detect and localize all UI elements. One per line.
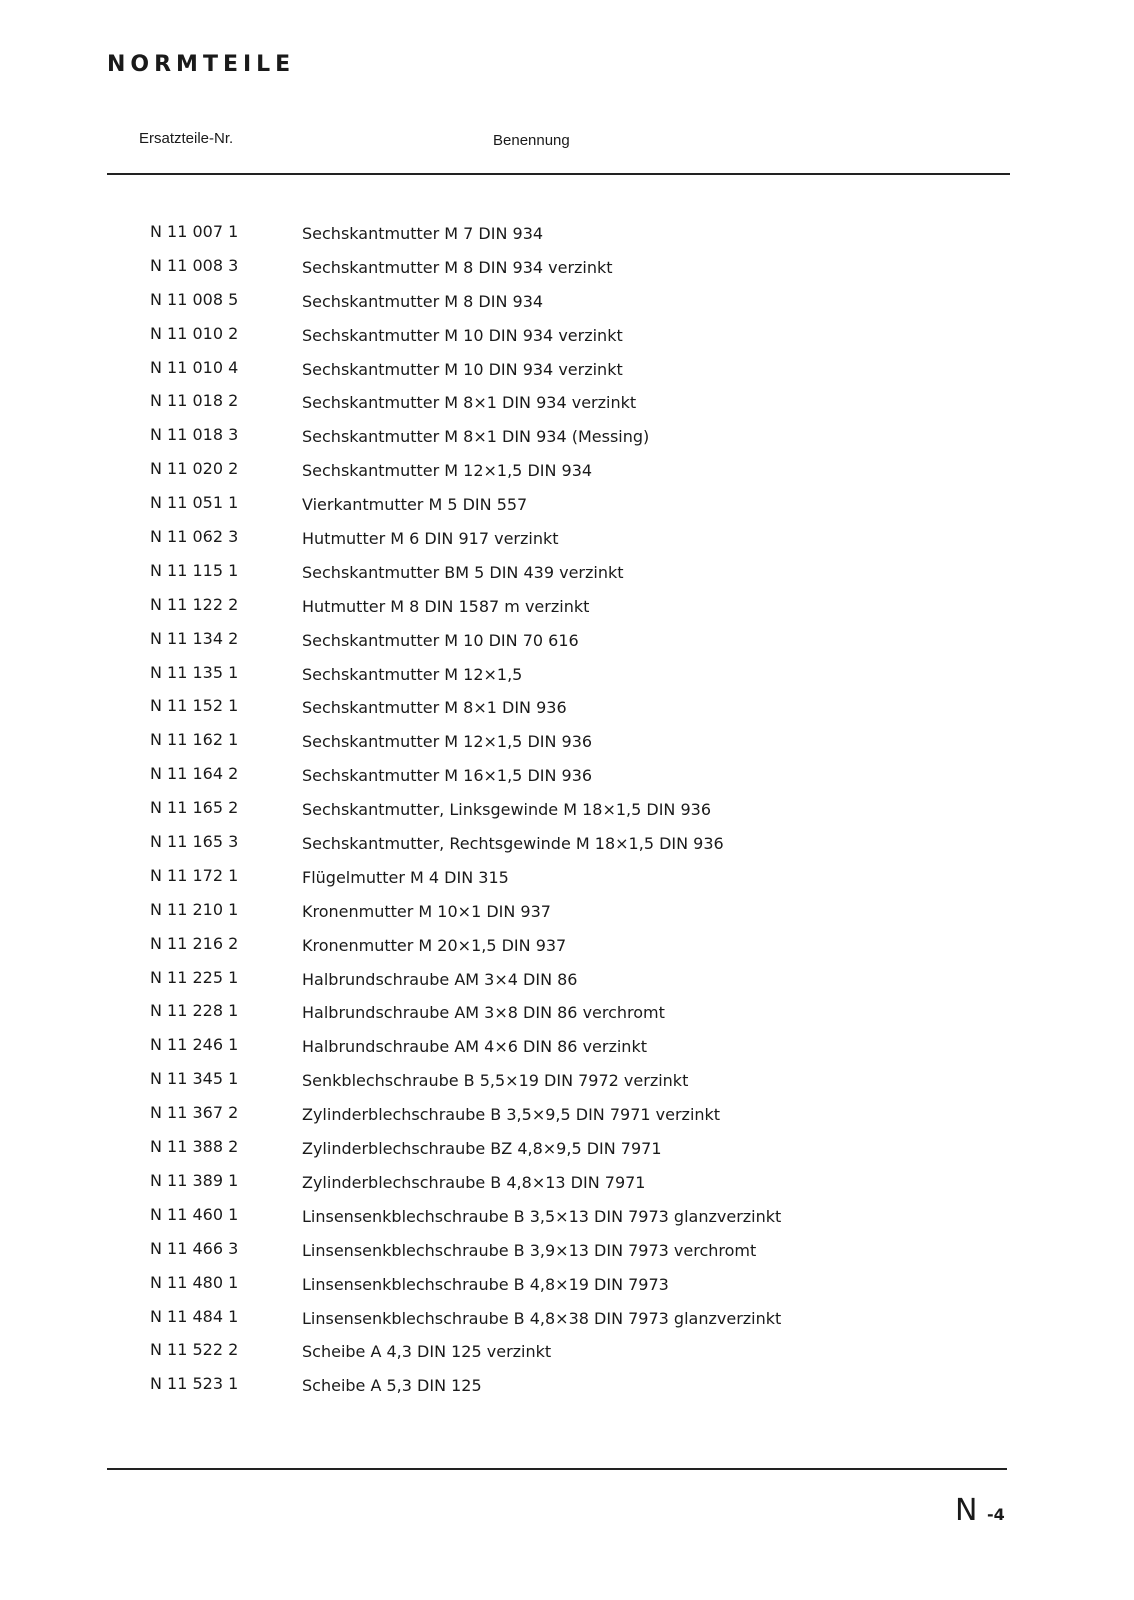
list-item [0,1103,1134,1137]
list-item [0,798,1134,832]
part-number: N 11 367 2 [150,1103,239,1123]
part-number: N 11 010 2 [150,323,239,343]
list-item [0,663,1134,697]
part-description: Sechskantmutter, Linksgewinde M 18×1,5 DIN 936 [302,800,712,820]
footer-divider [107,1468,1007,1470]
part-number: N 11 389 1 [150,1170,239,1190]
part-description: Sechskantmutter M 8 DIN 934 verzinkt [302,257,613,277]
part-description: Kronenmutter M 20×1,5 DIN 937 [302,935,567,955]
part-description: Halbrundschraube AM 3×8 DIN 86 verchromt [302,1003,665,1023]
list-item [0,1171,1134,1205]
list-item [0,968,1134,1002]
part-number: N 11 388 2 [150,1137,239,1157]
part-number: N 11 018 3 [150,425,239,445]
part-description: Linsensenkblechschraube B 3,5×13 DIN 7973 glanzverzinkt [302,1206,782,1226]
part-number: N 11 480 1 [150,1272,239,1292]
part-number: N 11 165 2 [150,798,239,818]
part-description: Hutmutter M 8 DIN 1587 m verzinkt [302,596,590,616]
list-item [0,934,1134,968]
part-number: N 11 164 2 [150,764,239,784]
list-item [0,1374,1134,1408]
list-item [0,527,1134,561]
part-number: N 11 345 1 [150,1069,239,1089]
header-divider [107,173,1010,175]
part-number: N 11 122 2 [150,594,239,614]
part-description: Scheibe A 4,3 DIN 125 verzinkt [302,1342,552,1362]
page-title: NORMTEILE [107,52,296,77]
part-description: Sechskantmutter M 12×1,5 [302,664,523,684]
part-description: Sechskantmutter M 16×1,5 DIN 936 [302,766,593,786]
list-item [0,1239,1134,1273]
column-header-part-number: Ersatzteile-Nr. [139,130,234,147]
list-item [0,764,1134,798]
page-number [955,1493,1005,1528]
list-item [0,696,1134,730]
list-item [0,1205,1134,1239]
part-description: Halbrundschraube AM 3×4 DIN 86 [302,969,578,989]
list-item [0,1273,1134,1307]
list-item [0,1069,1134,1103]
part-number: N 11 008 3 [150,255,239,275]
part-number: N 11 135 1 [150,662,239,682]
list-item [0,1307,1134,1341]
part-description: Sechskantmutter M 8×1 DIN 934 verzinkt [302,393,637,413]
list-item [0,222,1134,256]
part-description: Sechskantmutter M 10 DIN 934 verzinkt [302,359,623,379]
part-description: Sechskantmutter, Rechtsgewinde M 18×1,5 DIN 936 [302,834,724,854]
part-description: Scheibe A 5,3 DIN 125 [302,1376,482,1396]
list-item [0,900,1134,934]
part-description: Sechskantmutter M 12×1,5 DIN 934 [302,461,593,481]
list-item [0,561,1134,595]
part-description: Vierkantmutter M 5 DIN 557 [302,495,528,515]
part-number: N 11 466 3 [150,1238,239,1258]
part-description: Sechskantmutter BM 5 DIN 439 verzinkt [302,562,624,582]
part-description: Kronenmutter M 10×1 DIN 937 [302,901,551,921]
part-description: Halbrundschraube AM 4×6 DIN 86 verzinkt [302,1037,647,1057]
part-description: Senkblechschraube B 5,5×19 DIN 7972 verzinkt [302,1071,689,1091]
list-item [0,290,1134,324]
part-description: Sechskantmutter M 12×1,5 DIN 936 [302,732,593,752]
part-number: N 11 152 1 [150,696,239,716]
part-number: N 11 246 1 [150,1035,239,1055]
part-description: Zylinderblechschraube BZ 4,8×9,5 DIN 7971 [302,1139,662,1159]
list-item [0,391,1134,425]
part-number: N 11 115 1 [150,560,239,580]
list-item [0,256,1134,290]
part-number: N 11 007 1 [150,222,239,241]
part-number: N 11 010 4 [150,357,239,377]
part-number: N 11 523 1 [150,1374,239,1394]
list-item [0,1137,1134,1171]
part-number: N 11 062 3 [150,527,239,547]
part-number: N 11 460 1 [150,1204,239,1224]
part-number: N 11 210 1 [150,899,239,919]
part-number: N 11 134 2 [150,628,239,648]
part-description: Flügelmutter M 4 DIN 315 [302,867,509,887]
list-item [0,832,1134,866]
part-description: Linsensenkblechschraube B 4,8×19 DIN 7973 [302,1274,669,1294]
part-number: N 11 020 2 [150,459,239,479]
list-item [0,595,1134,629]
part-number: N 11 165 3 [150,832,239,852]
column-header-description: Benennung [493,132,570,149]
list-item [0,730,1134,764]
part-description: Sechskantmutter M 8×1 DIN 934 (Messing) [302,427,650,447]
parts-list [0,222,1134,1408]
part-description: Sechskantmutter M 8 DIN 934 [302,291,544,311]
part-number: N 11 225 1 [150,967,239,987]
part-description: Hutmutter M 6 DIN 917 verzinkt [302,529,559,549]
list-item [0,324,1134,358]
part-description: Zylinderblechschraube B 3,5×9,5 DIN 7971 verzinkt [302,1105,721,1125]
part-description: Sechskantmutter M 10 DIN 70 616 [302,630,579,650]
part-description: Sechskantmutter M 7 DIN 934 [302,224,544,243]
part-number: N 11 216 2 [150,933,239,953]
part-description: Zylinderblechschraube B 4,8×13 DIN 7971 [302,1172,646,1192]
list-item [0,459,1134,493]
list-item [0,493,1134,527]
part-number: N 11 484 1 [150,1306,239,1326]
list-item [0,1340,1134,1374]
part-number: N 11 228 1 [150,1001,239,1021]
list-item [0,866,1134,900]
part-description: Linsensenkblechschraube B 3,9×13 DIN 7973 verchromt [302,1240,757,1260]
list-item [0,1001,1134,1035]
part-description: Sechskantmutter M 10 DIN 934 verzinkt [302,325,623,345]
list-item [0,1035,1134,1069]
part-description: Linsensenkblechschraube B 4,8×38 DIN 7973 glanzverzinkt [302,1308,782,1328]
part-number: N 11 162 1 [150,730,239,750]
page-number-suffix: -4 [987,1505,1005,1524]
part-number: N 11 018 2 [150,391,239,411]
part-number: N 11 172 1 [150,865,239,885]
list-item [0,425,1134,459]
part-number: N 11 522 2 [150,1340,239,1360]
part-number: N 11 051 1 [150,493,239,513]
part-description: Sechskantmutter M 8×1 DIN 936 [302,698,567,718]
page-number-letter: N [955,1493,978,1528]
part-number: N 11 008 5 [150,289,239,309]
list-item [0,629,1134,663]
list-item [0,358,1134,392]
